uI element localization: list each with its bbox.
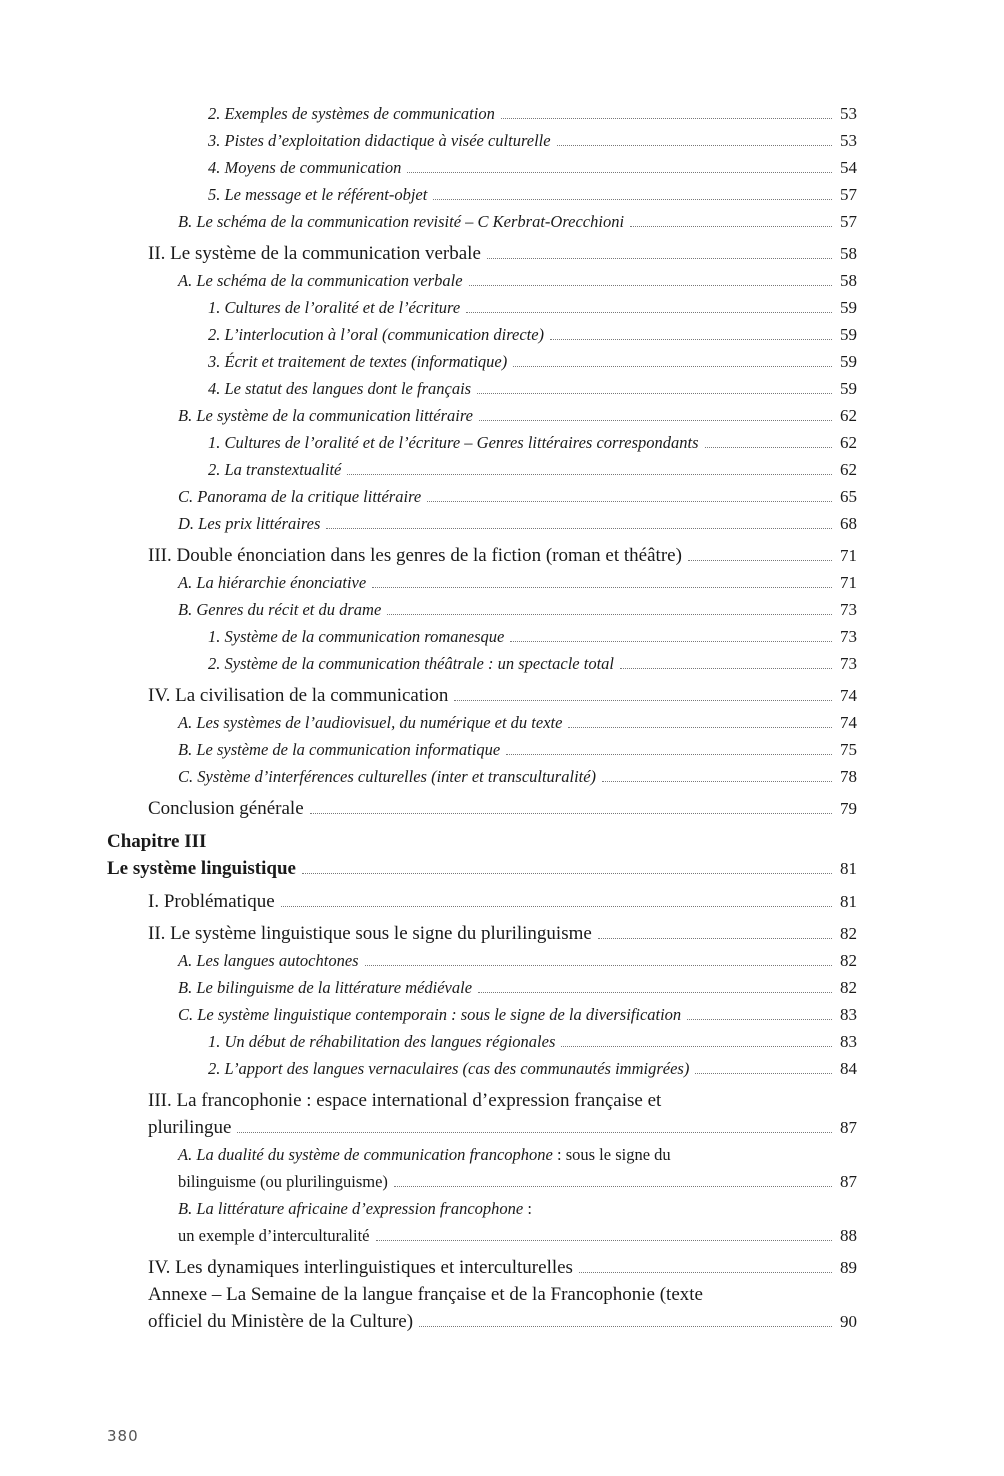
toc-entry-label: 4. Le statut des langues dont le français (208, 379, 472, 398)
toc-entry-label: 1. Cultures de l’oralité et de l’écriture – Genres littéraires correspondants (208, 433, 699, 452)
toc-entry-litterature-africaine[interactable] (178, 1195, 857, 1249)
toc-entry-label: A. Les systèmes de l’audiovisuel, du numérique et du texte (178, 713, 563, 732)
dot-leader (501, 118, 832, 119)
toc-entry-label: Le système linguistique (107, 858, 296, 879)
dot-leader (394, 1186, 832, 1187)
toc-entry[interactable] (208, 127, 857, 154)
dot-leader (347, 474, 832, 475)
toc-entry-page: 71 (840, 573, 857, 592)
toc-entry-dynamiques[interactable] (148, 1254, 857, 1281)
dot-leader (568, 727, 832, 728)
dot-leader (630, 226, 832, 227)
dot-leader (479, 420, 832, 421)
dot-leader (419, 1326, 832, 1327)
dot-leader (376, 1240, 832, 1241)
toc-entry-label: A. Les langues autochtones (178, 951, 359, 970)
toc-entry[interactable] (178, 267, 857, 294)
toc-entry-page: 82 (840, 978, 857, 997)
dot-leader (598, 938, 832, 939)
toc-entry-page: 87 (840, 1172, 857, 1191)
toc-entry-label: A. Le schéma de la communication verbale (178, 271, 463, 290)
toc-entry-label-rest: : sous le signe du (552, 1145, 671, 1164)
dot-leader (478, 992, 832, 993)
toc-entry[interactable] (178, 208, 857, 235)
toc-entry-label-line2: un exemple d’interculturalité (178, 1226, 370, 1245)
toc-entry[interactable] (208, 429, 857, 456)
toc-entry[interactable] (148, 240, 857, 267)
toc-entry-page: 65 (840, 487, 857, 506)
toc-entry-page: 88 (840, 1226, 857, 1245)
toc-entry-label: Conclusion générale (148, 798, 304, 819)
dot-leader (557, 145, 832, 146)
toc-entry-label: 1. Cultures de l’oralité et de l’écriture (208, 298, 461, 317)
toc-entry-label-line2: officiel du Ministère de la Culture) (148, 1311, 414, 1332)
toc-entry[interactable] (208, 321, 857, 348)
toc-entry[interactable] (178, 402, 857, 429)
toc-entry-page: 71 (840, 546, 857, 565)
dot-leader (561, 1046, 832, 1047)
toc-entry-page: 53 (840, 131, 857, 150)
dot-leader (602, 781, 832, 782)
toc-entry-page: 78 (840, 767, 857, 786)
toc-entry-page: 82 (840, 924, 857, 943)
toc-entry-page: 83 (840, 1032, 857, 1051)
toc-entry-page: 89 (840, 1258, 857, 1277)
dot-leader (326, 528, 832, 529)
toc-entry[interactable] (208, 375, 857, 402)
toc-entry-page: 68 (840, 514, 857, 533)
dot-leader (433, 199, 832, 200)
toc-entry-label: D. Les prix littéraires (178, 514, 321, 533)
toc-entry-label: II. Le système de la communication verbale (148, 243, 481, 264)
toc-entry[interactable] (208, 154, 857, 181)
toc-entry-page: 57 (840, 185, 857, 204)
toc-entry[interactable] (208, 456, 857, 483)
toc-entry-label: B. Genres du récit et du drame (178, 600, 382, 619)
toc-entry[interactable] (148, 888, 857, 915)
dot-leader (469, 285, 832, 286)
toc-entry[interactable] (178, 709, 857, 736)
toc-entry-label: B. Le bilinguisme de la littérature médiévale (178, 978, 473, 997)
dot-leader (705, 447, 833, 448)
toc-entry[interactable] (208, 348, 857, 375)
toc-entry-label: C. Système d’interférences culturelles (inter et transculturalité) (178, 767, 597, 786)
toc-entry-page: 59 (840, 325, 857, 344)
dot-leader (372, 587, 832, 588)
toc-entry-page: 75 (840, 740, 857, 759)
toc-entry-label: IV. La civilisation de la communication (148, 685, 449, 706)
toc-entry[interactable] (208, 181, 857, 208)
dot-leader (579, 1272, 832, 1273)
toc-entry[interactable] (208, 623, 857, 650)
toc-entry-label: C. Panorama de la critique littéraire (178, 487, 422, 506)
toc-entry[interactable] (178, 510, 857, 537)
toc-entry-page: 62 (840, 406, 857, 425)
toc-entry[interactable] (208, 100, 857, 127)
toc-entry-page: 59 (840, 298, 857, 317)
toc-entry-page: 74 (840, 713, 857, 732)
toc-entry-page: 90 (840, 1312, 857, 1331)
toc-entry[interactable] (178, 569, 857, 596)
dot-leader (510, 641, 832, 642)
toc-entry-label: B. Le schéma de la communication revisité – C Kerbrat-Orecchioni (178, 212, 625, 231)
toc-entry-page: 87 (840, 1118, 857, 1137)
dot-leader (427, 501, 832, 502)
toc-entry-label: I. Problématique (148, 891, 275, 912)
toc-entry-dualite[interactable] (178, 1141, 857, 1195)
toc-entry-page: 81 (840, 892, 857, 911)
toc-entry[interactable] (148, 542, 857, 569)
toc-entry-label: 3. Écrit et traitement de textes (informatique) (208, 352, 508, 371)
toc-entry-chapter-title[interactable] (107, 855, 857, 882)
toc-entry-page: 73 (840, 600, 857, 619)
toc-entry-annexe[interactable] (148, 1281, 857, 1335)
dot-leader (365, 965, 832, 966)
dot-leader (506, 754, 832, 755)
toc-entry-page: 54 (840, 158, 857, 177)
dot-leader (695, 1073, 832, 1074)
toc-entry-page: 57 (840, 212, 857, 231)
dot-leader (477, 393, 832, 394)
dot-leader (302, 873, 832, 874)
toc-entry-label: 2. Exemples de systèmes de communication (208, 104, 495, 123)
toc-entry-page: 73 (840, 627, 857, 646)
toc-entry-page: 58 (840, 271, 857, 290)
toc-entry[interactable] (178, 736, 857, 763)
dot-leader (454, 700, 832, 701)
toc-entry-label: 5. Le message et le référent-objet (208, 185, 428, 204)
toc-entry[interactable] (208, 1055, 857, 1082)
dot-leader (688, 560, 832, 561)
toc-entry[interactable] (178, 483, 857, 510)
dot-leader (620, 668, 832, 669)
toc-section-chapter3 (107, 888, 857, 1082)
dot-leader (237, 1132, 832, 1133)
toc-entry-page: 62 (840, 433, 857, 452)
toc-entry-label: 2. L’apport des langues vernaculaires (cas des communautés immigrées) (208, 1059, 690, 1078)
toc-entry-page: 84 (840, 1059, 857, 1078)
toc-entry-label-line2: plurilingue (148, 1117, 232, 1138)
toc-entry[interactable] (178, 974, 857, 1001)
toc-entry-label: 3. Pistes d’exploitation didactique à visée culturelle (208, 131, 551, 150)
toc-entry-page: 53 (840, 104, 857, 123)
toc-entry-label-line2: bilinguisme (ou plurilinguisme) (178, 1172, 388, 1191)
dot-leader (487, 258, 832, 259)
dot-leader (550, 339, 832, 340)
toc-entry-page: 58 (840, 244, 857, 263)
toc-entry-label-rest: : (523, 1199, 532, 1218)
dot-leader (513, 366, 832, 367)
toc-entry-label: C. Le système linguistique contemporain : sous le signe de la diversification (178, 1005, 682, 1024)
dot-leader (466, 312, 832, 313)
dot-leader (687, 1019, 832, 1020)
toc-entry-label: B. Le système de la communication informatique (178, 740, 501, 759)
toc-entry-page: 81 (840, 859, 857, 878)
toc-entry[interactable] (208, 650, 857, 677)
dot-leader (407, 172, 832, 173)
toc-section-chapter2 (107, 100, 857, 822)
toc-entry-page: 74 (840, 686, 857, 705)
toc-entry-label: B. Le système de la communication littéraire (178, 406, 473, 425)
toc-entry-label: 4. Moyens de communication (208, 158, 402, 177)
toc-entry-page: 82 (840, 951, 857, 970)
dot-leader (281, 906, 832, 907)
toc-entry-francophonie[interactable] (148, 1087, 857, 1141)
toc-entry-page: 59 (840, 352, 857, 371)
toc-entry[interactable] (178, 947, 857, 974)
toc-entry-label-line1: Annexe – La Semaine de la langue française et de la Francophonie (texte (148, 1284, 703, 1305)
toc-entry[interactable] (148, 920, 857, 947)
toc-entry-page: 59 (840, 379, 857, 398)
table-of-contents (107, 100, 857, 1335)
toc-entry-page: 83 (840, 1005, 857, 1024)
toc-entry-label: 2. L’interlocution à l’oral (communication directe) (208, 325, 545, 344)
toc-entry-label: A. La hiérarchie énonciative (178, 573, 367, 592)
toc-entry[interactable] (148, 795, 857, 822)
toc-entry-label: II. Le système linguistique sous le signe du plurilinguisme (148, 923, 592, 944)
toc-entry-label: 2. La transtextualité (208, 460, 342, 479)
toc-entry-label: 1. Un début de réhabilitation des langues régionales (208, 1032, 556, 1051)
page-number: 380 (107, 1427, 139, 1445)
toc-entry-label: III. Double énonciation dans les genres de la fiction (roman et théâtre) (148, 545, 682, 566)
toc-entry[interactable] (208, 294, 857, 321)
toc-entry[interactable] (178, 763, 857, 790)
toc-entry-page: 62 (840, 460, 857, 479)
dot-leader (387, 614, 832, 615)
dot-leader (310, 813, 832, 814)
toc-entry-label: 1. Système de la communication romanesque (208, 627, 505, 646)
chapter-heading: Chapitre III (107, 831, 207, 852)
toc-entry-label-line1: III. La francophonie : espace international d’expression française et (148, 1090, 662, 1111)
toc-entry-label: 2. Système de la communication théâtrale : un spectacle total (208, 654, 614, 673)
toc-entry[interactable] (148, 682, 857, 709)
toc-entry-label-italic: A. La dualité du système de communication francophone (178, 1145, 553, 1164)
toc-entry[interactable] (208, 1028, 857, 1055)
toc-entry-label: IV. Les dynamiques interlinguistiques et interculturelles (148, 1257, 573, 1278)
toc-entry-page: 79 (840, 799, 857, 818)
toc-entry-page: 73 (840, 654, 857, 673)
toc-entry[interactable] (178, 596, 857, 623)
toc-entry-label-italic: B. La littérature africaine d’expression francophone (178, 1199, 524, 1218)
toc-entry[interactable] (178, 1001, 857, 1028)
